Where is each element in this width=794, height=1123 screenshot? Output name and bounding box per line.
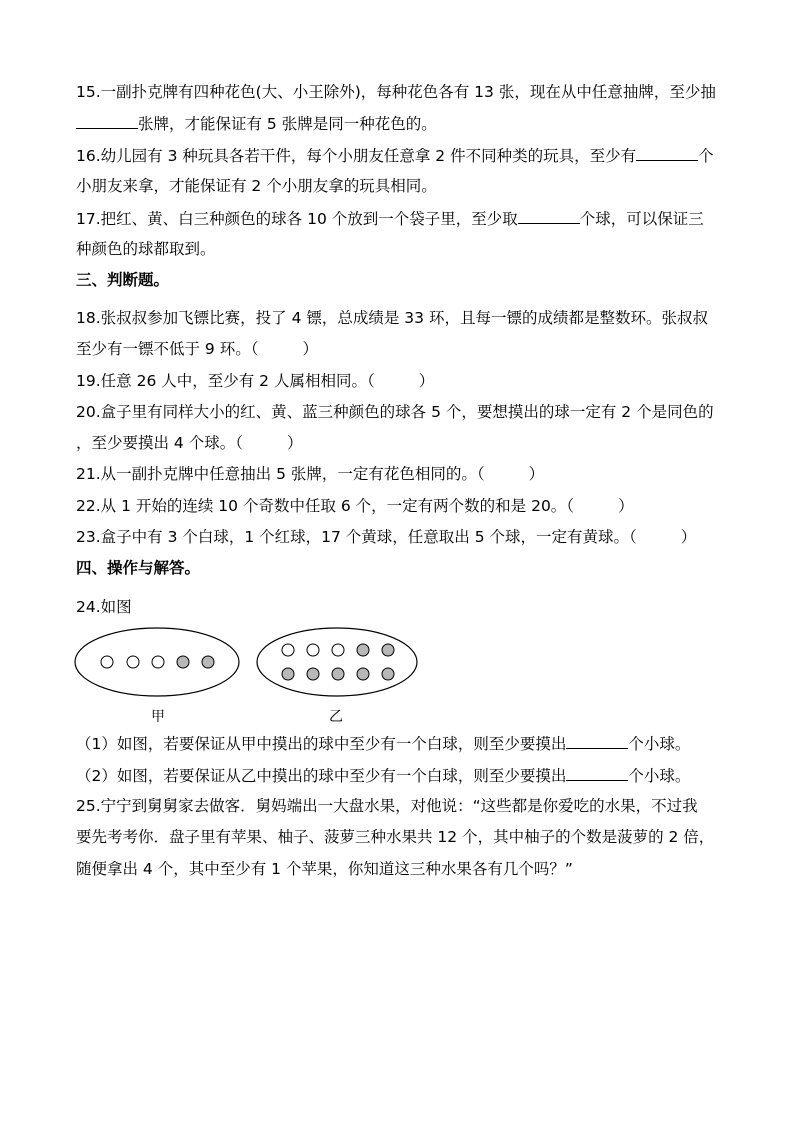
gray-ball xyxy=(382,644,394,656)
white-ball xyxy=(101,656,113,668)
answer-blank[interactable] xyxy=(518,208,580,224)
gray-ball xyxy=(357,668,369,680)
label-yi: 乙 xyxy=(329,709,343,725)
section-heading-operation: 四、操作与解答。 xyxy=(76,559,201,577)
q24-part1: （1）如图，若要保证从甲中摸出的球中至少有一个白球，则至少要摸出 个小球。 xyxy=(76,735,691,753)
q18-line2: 至少有一镖不低于 9 环。（ ） xyxy=(76,340,318,358)
gray-ball xyxy=(177,656,189,668)
q17-line2: 种颜色的球都取到。 xyxy=(76,240,216,258)
label-jia: 甲 xyxy=(151,709,165,725)
oval-yi xyxy=(257,628,417,696)
q16-line1: 16.幼儿园有 3 种玩具各若干件，每个小朋友任意拿 2 件不同种类的玩具，至少有 个 xyxy=(76,147,714,165)
gray-ball xyxy=(307,668,319,680)
answer-blank[interactable] xyxy=(76,113,138,129)
gray-ball xyxy=(332,668,344,680)
section-heading-judgment: 三、判断题。 xyxy=(76,271,170,289)
answer-blank[interactable] xyxy=(566,733,628,749)
answer-blank[interactable] xyxy=(566,765,628,781)
q15-line1: 15.一副扑克牌有四种花色(大、小王除外)，每种花色各有 13 张，现在从中任意抽牌，至少抽 xyxy=(76,83,716,101)
q25-line3: 随便拿出 4 个，其中至少有 1 个苹果，你知道这三种水果各有几个吗？” xyxy=(76,860,573,878)
q15-line2: 张牌，才能保证有 5 张牌是同一种花色的。 xyxy=(76,113,437,134)
q24-title: 24.如图 xyxy=(76,598,132,616)
gray-ball xyxy=(382,668,394,680)
white-ball xyxy=(307,644,319,656)
q17-line1: 17.把红、黄、白三种颜色的球各 10 个放到一个袋子里，至少取 个球，可以保证三 xyxy=(76,210,704,228)
white-ball xyxy=(282,644,294,656)
q18-line1: 18.张叔叔参加飞镖比赛，投了 4 镖，总成绩是 33 环，且每一镖的成绩都是整数环。张叔叔 xyxy=(76,309,708,327)
q24-part2: （2）如图，若要保证从乙中摸出的球中至少有一个白球，则至少要摸出 个小球。 xyxy=(76,767,691,785)
balls-yi xyxy=(282,644,394,680)
balls-jia xyxy=(101,656,214,668)
white-ball xyxy=(332,644,344,656)
q16-line2: 小朋友来拿，才能保证有 2 个小朋友拿的玩具相同。 xyxy=(76,177,437,195)
q23-line: 23.盒子中有 3 个白球，1 个红球，17 个黄球，任意取出 5 个球，一定有黄球。（ ） xyxy=(76,528,697,546)
gray-ball xyxy=(282,668,294,680)
q25-line2: 要先考考你．盘子里有苹果、柚子、菠萝三种水果共 12 个，其中柚子的个数是菠萝的 2 倍， xyxy=(76,828,715,846)
white-ball xyxy=(152,656,164,668)
q22-line: 22.从 1 开始的连续 10 个奇数中任取 6 个，一定有两个数的和是 20。（ ） xyxy=(76,497,634,515)
gray-ball xyxy=(357,644,369,656)
answer-blank[interactable] xyxy=(636,145,698,161)
gray-ball xyxy=(202,656,214,668)
white-ball xyxy=(127,656,139,668)
q21-line: 21.从一副扑克牌中任意抽出 5 张牌，一定有花色相同的。（ ） xyxy=(76,465,545,483)
q20-line1: 20.盒子里有同样大小的红、黄、蓝三种颜色的球各 5 个，要想摸出的球一定有 2 个是同色的 xyxy=(76,403,714,421)
q20-line2: ，至少要摸出 4 个球。（ ） xyxy=(76,434,303,452)
q19-line: 19.任意 26 人中，至少有 2 人属相相同。（ ） xyxy=(76,372,435,390)
q25-line1: 25.宁宁到舅舅家去做客．舅妈端出一大盘水果，对他说：“这些都是你爱吃的水果，不过我 xyxy=(76,797,698,815)
q24-figure xyxy=(74,626,434,726)
